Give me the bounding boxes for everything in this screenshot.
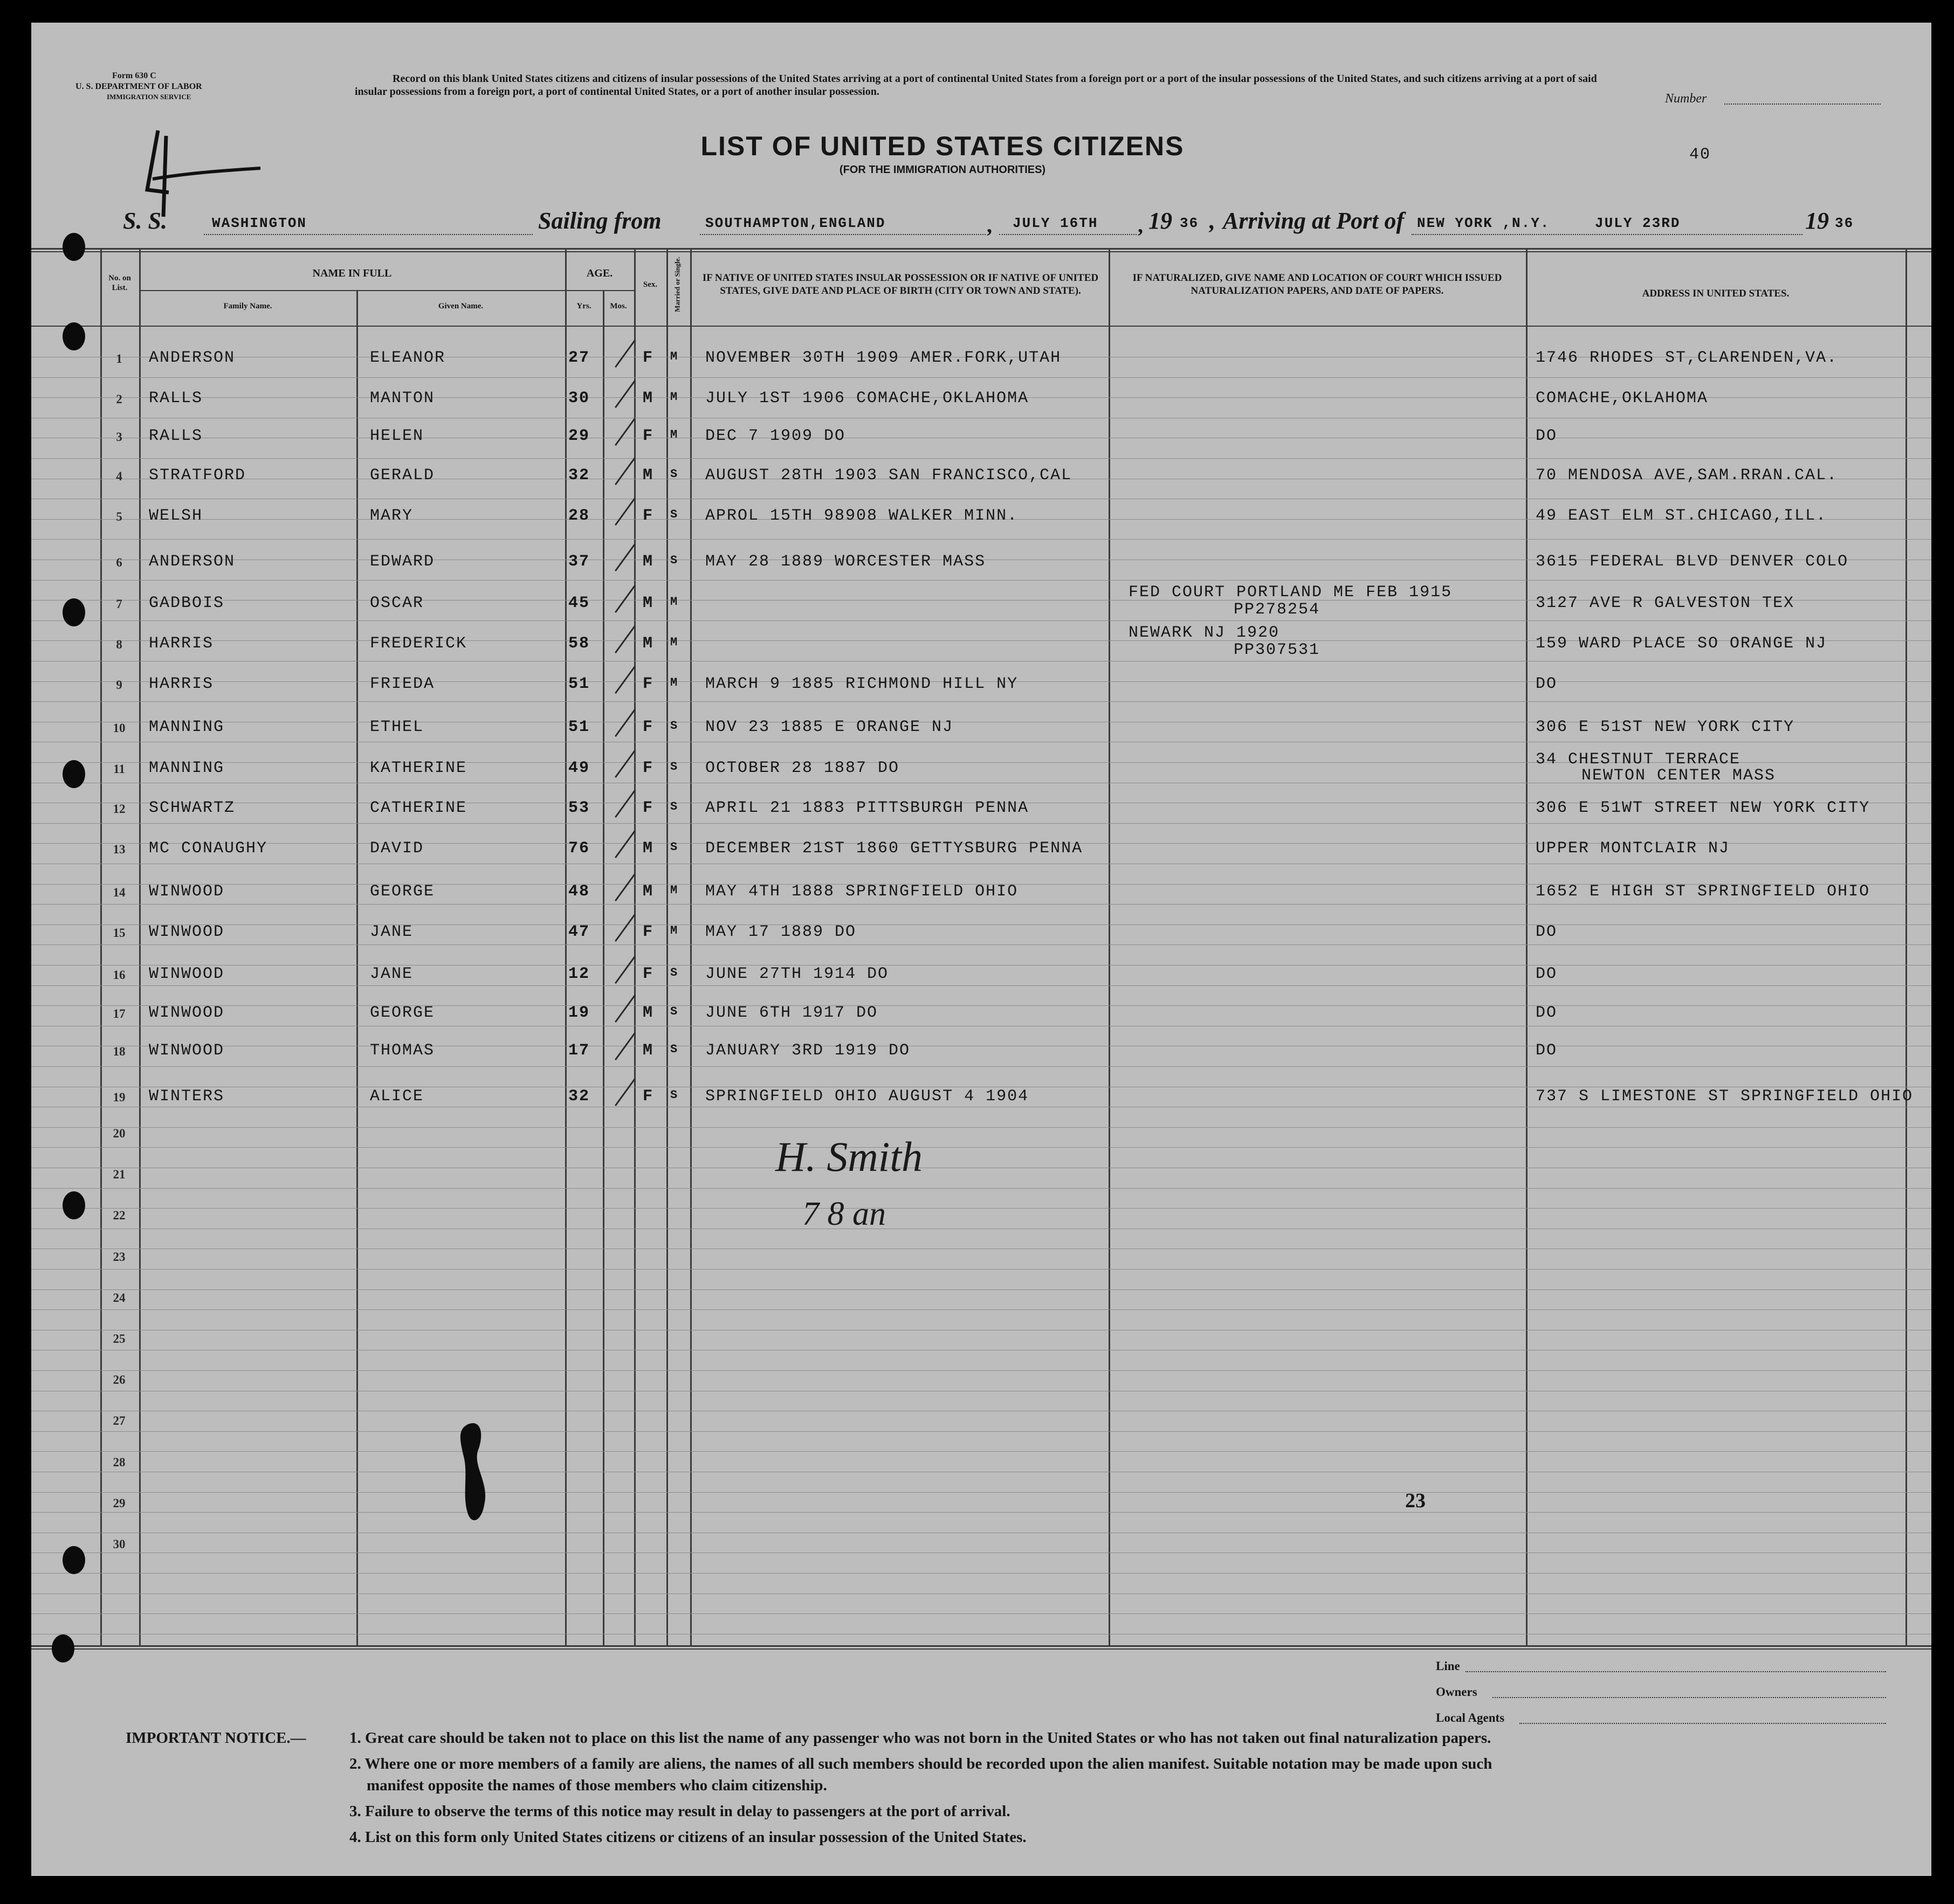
ruled-line <box>31 985 1931 986</box>
sex: M <box>643 1041 654 1060</box>
married-single: M <box>670 924 679 937</box>
age-years: 30 <box>568 389 590 408</box>
ruled-line <box>31 1248 1931 1249</box>
ship-line <box>204 234 533 235</box>
ruled-line <box>31 1066 1931 1067</box>
row-number: 26 <box>113 1373 126 1387</box>
ruled-line <box>31 539 1931 540</box>
sex: F <box>643 675 654 693</box>
naturalization-court: NEWARK NJ 1920 <box>1129 624 1280 642</box>
check-mark <box>615 418 636 446</box>
row-number: 10 <box>113 721 126 735</box>
ruled-line <box>31 1451 1931 1452</box>
row-number: 14 <box>113 886 126 899</box>
ruled-line <box>31 580 1931 581</box>
svg-text:H. Smith: H. Smith <box>775 1133 923 1180</box>
age-years: 32 <box>568 1087 590 1106</box>
comma2: , <box>1138 213 1143 237</box>
check-mark <box>615 340 636 368</box>
check-mark <box>615 995 636 1023</box>
given-name: EDWARD <box>370 553 435 571</box>
sex: F <box>643 349 654 367</box>
birth-date-place: JUNE 6TH 1917 DO <box>705 1004 878 1022</box>
header-given-name: Given Name. <box>438 302 484 311</box>
age-years: 17 <box>568 1041 590 1060</box>
given-name: GEORGE <box>370 1004 435 1022</box>
family-name: WINWOOD <box>149 923 225 941</box>
us-address: 3127 AVE R GALVESTON TEX <box>1536 594 1795 612</box>
married-single: M <box>670 350 679 363</box>
row-number: 17 <box>113 1007 126 1020</box>
service-label: IMMIGRATION SERVICE <box>107 93 191 101</box>
number-value: 40 <box>1689 146 1711 164</box>
row-number: 28 <box>113 1455 126 1469</box>
age-years: 51 <box>568 718 590 736</box>
married-single: M <box>670 595 679 609</box>
married-single: S <box>670 966 679 979</box>
punch-hole <box>52 1634 74 1662</box>
row-number: 13 <box>113 843 126 856</box>
given-name: HELEN <box>370 427 424 445</box>
ink-blot <box>452 1413 500 1537</box>
birth-date-place: JULY 1ST 1906 COMACHE,OKLAHOMA <box>705 389 1029 408</box>
ship-name: WASHINGTON <box>212 215 307 231</box>
age-years: 37 <box>568 553 590 571</box>
manifest-sheet <box>31 23 1931 1876</box>
family-name: MC CONAUGHY <box>149 839 268 858</box>
arrival-year: 36 <box>1835 215 1854 231</box>
given-name: KATHERINE <box>370 759 467 777</box>
row-number: 8 <box>116 638 122 651</box>
naturalization-court: FED COURT PORTLAND ME FEB 1915 <box>1129 583 1453 602</box>
ruled-line <box>31 377 1931 378</box>
header-address: ADDRESS IN UNITED STATES. <box>1642 288 1790 299</box>
married-single: S <box>670 800 679 813</box>
birth-date-place: MARCH 9 1885 RICHMOND HILL NY <box>705 675 1019 693</box>
us-address: 306 E 51ST NEW YORK CITY <box>1536 718 1795 736</box>
check-mark <box>615 956 636 984</box>
punch-hole <box>63 1191 85 1219</box>
age-years: 49 <box>568 759 590 777</box>
sex: M <box>643 553 654 571</box>
header-family-name: Family Name. <box>223 302 272 311</box>
ruled-line <box>31 823 1931 824</box>
check-mark <box>615 498 636 526</box>
birth-date-place: DEC 7 1909 DO <box>705 427 846 445</box>
table-top-border <box>31 248 1931 250</box>
family-name: SCHWARTZ <box>149 799 236 817</box>
ruled-line <box>31 1431 1931 1432</box>
sex: M <box>643 1004 654 1022</box>
sex: F <box>643 965 654 983</box>
given-name: ELEANOR <box>370 349 446 367</box>
family-name: RALLS <box>149 389 203 408</box>
ruled-line <box>31 1289 1931 1290</box>
birth-date-place: MAY 4TH 1888 SPRINGFIELD OHIO <box>705 882 1019 901</box>
family-name: WINTERS <box>149 1087 225 1106</box>
us-address: 306 E 51WT STREET NEW YORK CITY <box>1536 799 1870 817</box>
naturalization-paper-no: PP307531 <box>1234 641 1320 659</box>
number-line <box>1724 104 1881 105</box>
sailing-label: Sailing from <box>538 208 662 234</box>
age-years: 28 <box>568 507 590 525</box>
family-name: RALLS <box>149 427 203 445</box>
age-years: 29 <box>568 427 590 445</box>
birth-date-place: DECEMBER 21ST 1860 GETTYSBURG PENNA <box>705 839 1083 858</box>
header-married-single: Married or Single. <box>673 257 682 312</box>
check-mark <box>615 457 636 485</box>
birth-date-place: JANUARY 3RD 1919 DO <box>705 1041 911 1060</box>
arriving-label: Arriving at Port of <box>1223 208 1405 234</box>
instruction-text: Record on this blank United States citizens and citizens of insular possessions of the United States arriving at a port of continental United States from a foreign port or a port of the insular possessions of the United States, and such citizens arriving at a port of said insular possessions from a foreign port, a port of continental United States, or a port of another insular possession. <box>355 73 1597 98</box>
notice-4: 4. List on this form only United States citizens or citizens of an insular possession of the United States. <box>349 1829 1027 1846</box>
family-name: MANNING <box>149 718 225 736</box>
sex: M <box>643 634 654 653</box>
ruled-line <box>31 1593 1931 1594</box>
birth-date-place: JUNE 27TH 1914 DO <box>705 965 889 983</box>
check-mark <box>615 380 636 408</box>
married-single: S <box>670 760 679 774</box>
ruled-line <box>31 1127 1931 1128</box>
birth-date-place: SPRINGFIELD OHIO AUGUST 4 1904 <box>705 1087 1029 1106</box>
given-name: OSCAR <box>370 594 424 612</box>
row-number: 25 <box>113 1332 126 1346</box>
family-name: WELSH <box>149 507 203 525</box>
subheader-line <box>565 290 634 291</box>
married-single: S <box>670 840 679 854</box>
given-name: ALICE <box>370 1087 424 1106</box>
married-single: M <box>670 390 679 404</box>
us-address: 1746 RHODES ST,CLARENDEN,VA. <box>1536 349 1838 367</box>
age-years: 48 <box>568 882 590 901</box>
age-years: 51 <box>568 675 590 693</box>
check-mark <box>615 790 636 818</box>
given-name: ETHEL <box>370 718 424 736</box>
age-years: 76 <box>568 839 590 858</box>
us-address: 1652 E HIGH ST SPRINGFIELD OHIO <box>1536 882 1870 901</box>
age-years: 53 <box>568 799 590 817</box>
given-name: MANTON <box>370 389 435 408</box>
family-name: WINWOOD <box>149 882 225 901</box>
family-name: WINWOOD <box>149 1004 225 1022</box>
sail-year: 36 <box>1180 215 1199 231</box>
sail-date: JULY 16TH <box>1013 215 1098 231</box>
row-number: 3 <box>116 430 122 444</box>
birth-date-place: APRIL 21 1883 PITTSBURGH PENNA <box>705 799 1029 817</box>
sex: F <box>643 759 654 777</box>
married-single: S <box>670 1088 679 1102</box>
punch-hole <box>63 1546 85 1574</box>
comma: , <box>987 213 992 237</box>
ruled-line <box>31 1309 1931 1310</box>
ruled-line <box>31 1005 1931 1006</box>
row-number: 2 <box>116 392 122 406</box>
family-name: HARRIS <box>149 675 214 693</box>
given-name: GERALD <box>370 466 435 485</box>
given-name: DAVID <box>370 839 424 858</box>
family-name: GADBOIS <box>149 594 225 612</box>
row-number: 23 <box>113 1250 126 1264</box>
sex: M <box>643 389 654 408</box>
line-field <box>1466 1671 1886 1672</box>
age-years: 19 <box>568 1004 590 1022</box>
header-bottom-border <box>31 326 1931 327</box>
us-address: COMACHE,OKLAHOMA <box>1536 389 1709 408</box>
check-mark <box>615 914 636 942</box>
check-mark <box>615 625 636 653</box>
ruled-line <box>31 1492 1931 1493</box>
arrival-line <box>1412 234 1802 235</box>
birth-date-place: MAY 28 1889 WORCESTER MASS <box>705 553 986 571</box>
row-number: 16 <box>113 968 126 982</box>
punch-hole <box>63 322 85 350</box>
comma3: , <box>1209 208 1215 234</box>
given-name: THOMAS <box>370 1041 435 1060</box>
row-number: 19 <box>113 1091 126 1104</box>
notice-3: 3. Failure to observe the terms of this notice may result in delay to passengers at the port of arrival. <box>349 1803 1010 1820</box>
row-number: 4 <box>116 470 122 483</box>
birth-date-place: AUGUST 28TH 1903 SAN FRANCISCO,CAL <box>705 466 1072 485</box>
sex: M <box>643 839 654 858</box>
row-number: 12 <box>113 802 126 816</box>
ruled-line <box>31 1269 1931 1270</box>
header-name-in-full: NAME IN FULL <box>312 267 392 279</box>
us-address: DO <box>1536 923 1558 941</box>
row-number: 18 <box>113 1045 126 1058</box>
check-mark <box>615 585 636 613</box>
header-age: AGE. <box>586 267 613 279</box>
header-mos: Mos. <box>610 302 627 311</box>
row-number: 27 <box>113 1414 126 1428</box>
given-name: JANE <box>370 965 414 983</box>
row-number: 20 <box>113 1127 126 1140</box>
us-address: 49 EAST ELM ST.CHICAGO,ILL. <box>1536 507 1827 525</box>
us-address: 159 WARD PLACE SO ORANGE NJ <box>1536 634 1827 653</box>
header-yrs: Yrs. <box>576 302 591 311</box>
family-name: WINWOOD <box>149 965 225 983</box>
row-number: 11 <box>113 762 125 776</box>
owners-label: Owners <box>1436 1685 1477 1699</box>
age-years: 32 <box>568 466 590 485</box>
row-number: 15 <box>113 926 126 940</box>
row-number: 30 <box>113 1537 126 1551</box>
check-mark <box>615 543 636 571</box>
ruled-line <box>31 1147 1931 1148</box>
row-number: 7 <box>116 597 122 611</box>
married-single: M <box>670 636 679 649</box>
age-years: 45 <box>568 594 590 612</box>
given-name: FREDERICK <box>370 634 467 653</box>
header-no: No. on List. <box>108 274 131 292</box>
table-bottom-border-2 <box>31 1648 1931 1650</box>
married-single: S <box>670 508 679 521</box>
check-mark <box>615 873 636 901</box>
table-bottom-border <box>31 1645 1931 1647</box>
family-name: WINWOOD <box>149 1041 225 1060</box>
arrival-port: NEW YORK ,N.Y. <box>1417 215 1550 231</box>
married-single: S <box>670 467 679 481</box>
given-name: CATHERINE <box>370 799 467 817</box>
notice-1: 1. Great care should be taken not to place on this list the name of any passenger who was not born in the United States or who has not taken out final naturalization papers. <box>349 1729 1491 1747</box>
us-address: DO <box>1536 675 1558 693</box>
punch-hole <box>63 233 85 261</box>
sail-date-line <box>999 234 1137 235</box>
age-years: 27 <box>568 349 590 367</box>
row-number: 24 <box>113 1291 126 1305</box>
number-label: Number <box>1665 92 1707 106</box>
given-name: FRIEDA <box>370 675 435 693</box>
year-prefix-2: 19 <box>1805 208 1829 234</box>
notice-2: 2. Where one or more members of a family are aliens, the names of all such members should be recorded upon the alien manifest. Suitable notation may be made upon such <box>349 1755 1492 1772</box>
arrival-date: JULY 23RD <box>1595 215 1681 231</box>
age-years: 12 <box>568 965 590 983</box>
ruled-line <box>31 701 1931 702</box>
header-birth: IF NATIVE OF UNITED STATES INSULAR POSSESSION OR IF NATIVE OF UNITED STATES, GIVE DATE AND PLACE OF BIRTH (CITY OR TOWN AND STATE). <box>702 272 1099 296</box>
family-name: MANNING <box>149 759 225 777</box>
ruled-line <box>31 1573 1931 1574</box>
married-single: S <box>670 554 679 567</box>
header-naturalized: IF NATURALIZED, GIVE NAME AND LOCATION OF COURT WHICH ISSUED NATURALIZATION PAPERS, AND DATE OF PAPERS. <box>1132 272 1502 296</box>
subheader-line <box>139 290 565 291</box>
document-subtitle: (FOR THE IMMIGRATION AUTHORITIES) <box>839 164 1046 176</box>
sex: M <box>643 466 654 485</box>
agents-field <box>1519 1723 1886 1724</box>
row-number: 5 <box>116 510 122 523</box>
check-mark <box>615 830 636 858</box>
owners-field <box>1492 1697 1886 1698</box>
row-number: 22 <box>113 1209 126 1223</box>
check-mark <box>615 666 636 694</box>
table-top-border-2 <box>31 251 1931 252</box>
sex: F <box>643 507 654 525</box>
notice-2-cont: manifest opposite the names of those members who claim citizenship. <box>367 1777 827 1794</box>
sailing-from: SOUTHAMPTON,ENGLAND <box>705 215 886 231</box>
row-number: 29 <box>113 1496 126 1510</box>
ruled-line <box>31 1512 1931 1513</box>
sex: F <box>643 427 654 445</box>
age-years: 58 <box>568 634 590 653</box>
year-prefix-1: 19 <box>1148 208 1172 234</box>
sex: F <box>643 718 654 736</box>
check-mark <box>615 1078 636 1106</box>
us-address: UPPER MONTCLAIR NJ <box>1536 839 1730 858</box>
svg-text:7 8 an: 7 8 an <box>802 1196 886 1232</box>
us-address: 34 CHESTNUT TERRACE <box>1536 750 1741 769</box>
ruled-line <box>31 1208 1931 1209</box>
family-name: ANDERSON <box>149 553 236 571</box>
ruled-line <box>31 1188 1931 1189</box>
married-single: M <box>670 428 679 441</box>
us-address: DO <box>1536 1041 1558 1060</box>
us-address-line2: NEWTON CENTER MASS <box>1581 767 1776 785</box>
family-name: ANDERSON <box>149 349 236 367</box>
col-line <box>603 291 604 1646</box>
ruled-line <box>31 1370 1931 1371</box>
row-number: 6 <box>116 556 122 569</box>
ruled-line <box>31 904 1931 905</box>
married-single: M <box>670 884 679 897</box>
row-number: 9 <box>116 678 122 692</box>
ss-label: S. S. <box>123 208 167 234</box>
family-name: HARRIS <box>149 634 214 653</box>
us-address: DO <box>1536 1004 1558 1022</box>
birth-date-place: APROL 15TH 98908 WALKER MINN. <box>705 507 1019 525</box>
sex: F <box>643 923 654 941</box>
inspector-signature <box>743 1122 969 1246</box>
check-mark <box>615 709 636 737</box>
ruled-line <box>31 1613 1931 1614</box>
local-agents-label: Local Agents <box>1436 1711 1505 1724</box>
ruled-line <box>31 458 1931 459</box>
col-line <box>356 291 358 1646</box>
married-single: S <box>670 719 679 733</box>
row-number: 21 <box>113 1168 126 1182</box>
us-address: 70 MENDOSA AVE,SAM.RRAN.CAL. <box>1536 466 1838 485</box>
us-address: 737 S LIMESTONE ST SPRINGFIELD OHIO <box>1536 1087 1914 1106</box>
birth-date-place: NOV 23 1885 E ORANGE NJ <box>705 718 954 736</box>
sex: M <box>643 882 654 901</box>
form-number: Form 630 C <box>112 71 156 80</box>
us-address: DO <box>1536 427 1558 445</box>
punch-hole <box>63 760 85 788</box>
department-label: U. S. DEPARTMENT OF LABOR <box>75 82 202 91</box>
birth-date-place: MAY 17 1889 DO <box>705 923 857 941</box>
family-name: STRATFORD <box>149 466 246 485</box>
birth-date-place: NOVEMBER 30TH 1909 AMER.FORK,UTAH <box>705 349 1062 367</box>
row-number: 1 <box>116 352 122 365</box>
sex: F <box>643 799 654 817</box>
given-name: MARY <box>370 507 414 525</box>
header-sex: Sex. <box>643 280 658 289</box>
ruled-line <box>31 944 1931 945</box>
sheet-number: 23 <box>1405 1489 1426 1512</box>
sex: M <box>643 594 654 612</box>
us-address: 3615 FEDERAL BLVD DENVER COLO <box>1536 553 1849 571</box>
given-name: GEORGE <box>370 882 435 901</box>
document-title: LIST OF UNITED STATES CITIZENS <box>700 131 1185 161</box>
naturalization-paper-no: PP278254 <box>1234 601 1320 619</box>
married-single: S <box>670 1005 679 1018</box>
notice-title: IMPORTANT NOTICE.— <box>126 1729 306 1747</box>
check-mark <box>615 750 636 778</box>
sailing-line <box>700 234 986 235</box>
birth-date-place: OCTOBER 28 1887 DO <box>705 759 900 777</box>
check-mark <box>615 1032 636 1060</box>
us-address: DO <box>1536 965 1558 983</box>
ruled-line <box>31 620 1931 621</box>
age-years: 47 <box>568 923 590 941</box>
given-name: JANE <box>370 923 414 941</box>
married-single: M <box>670 676 679 689</box>
line-label: Line <box>1436 1659 1460 1673</box>
sex: F <box>643 1087 654 1106</box>
punch-hole <box>63 598 85 626</box>
married-single: S <box>670 1043 679 1056</box>
